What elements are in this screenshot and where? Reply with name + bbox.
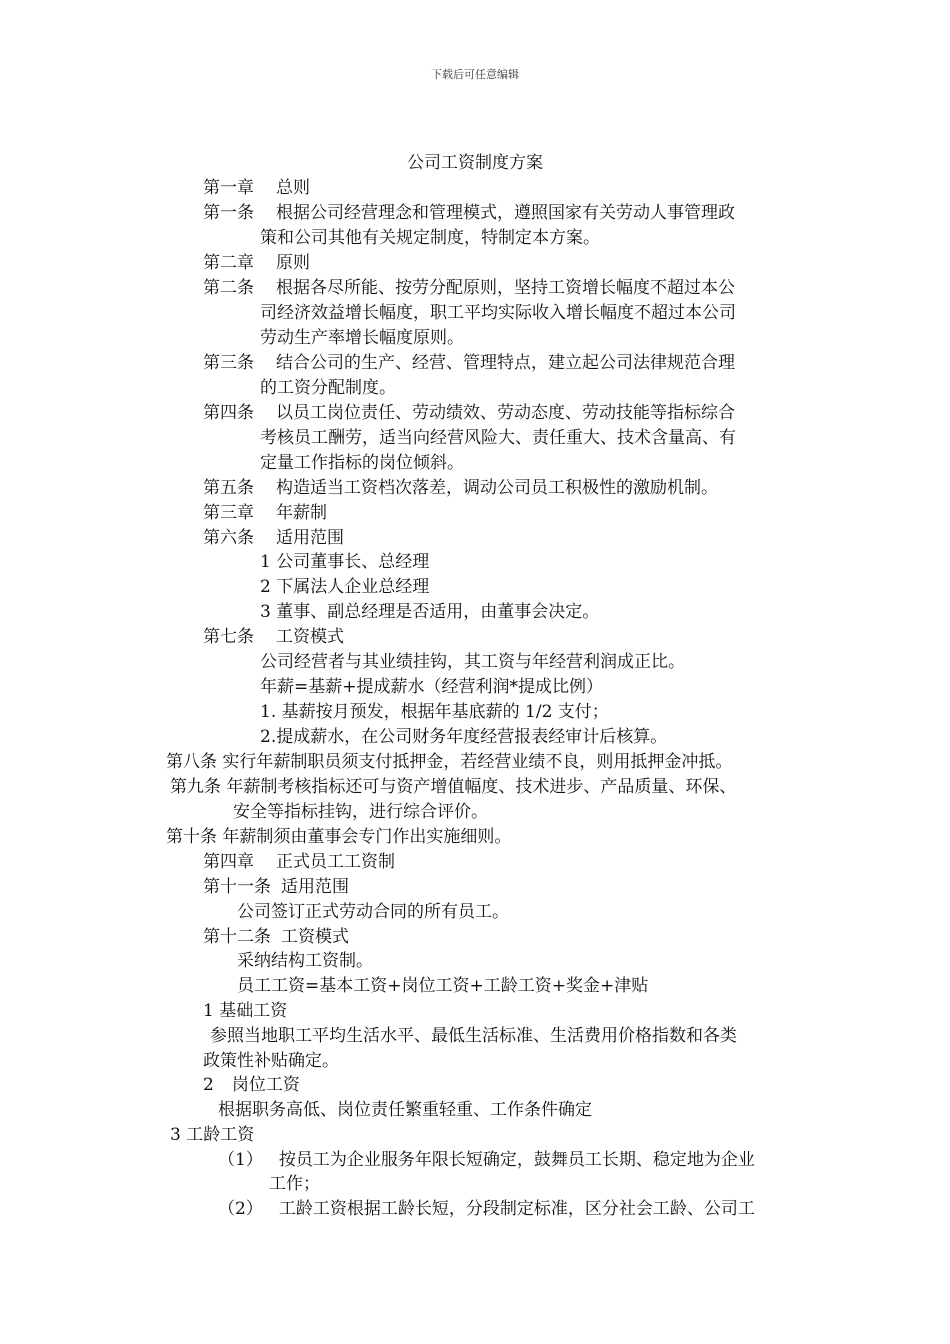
article-text: 结合公司的生产、经营、管理特点，建立起公司法律规范合理	[276, 353, 735, 373]
article-label: 第十一条	[203, 877, 271, 897]
page-header: 下载后可任意编辑	[431, 68, 519, 81]
article-text: 构造适当工资档次落差，调动公司员工积极性的激励机制。	[276, 478, 718, 498]
item-text: 工龄工资根据工龄长短，分段制定标准，区分社会工龄、公司工	[278, 1199, 755, 1219]
article-11-line: 公司签订正式劳动合同的所有员工。	[237, 902, 509, 922]
list-item: 3 董事、副总经理是否适用，由董事会决定。	[260, 602, 600, 622]
section-title: 岗位工资	[231, 1075, 300, 1095]
list-item: 2 下属法人企业总经理	[260, 577, 430, 597]
item-number: （1）	[218, 1150, 263, 1170]
section-1-text: 参照当地职工平均生活水平、最低生活标准、生活费用价格指数和各类	[210, 1026, 737, 1046]
section-3-item	[218, 1150, 755, 1170]
article-label: 第六条	[203, 528, 254, 548]
article-text: 根据公司经营理念和管理模式，遵照国家有关劳动人事管理政	[276, 203, 735, 223]
section-number: 2	[203, 1075, 214, 1095]
section-3-title: 3 工龄工资	[170, 1125, 255, 1145]
section-3-item	[218, 1199, 755, 1219]
article-11	[203, 877, 349, 897]
item-number: （2）	[218, 1199, 263, 1219]
chapter-3-heading	[203, 503, 327, 523]
article-6	[203, 528, 344, 548]
chapter-title: 正式员工工资制	[276, 852, 395, 872]
chapter-title: 年薪制	[276, 503, 327, 523]
article-4-cont: 定量工作指标的岗位倾斜。	[260, 453, 464, 473]
list-item: 1 公司董事长、总经理	[260, 552, 430, 572]
article-2-cont: 劳动生产率增长幅度原则。	[260, 328, 464, 348]
item-text: 按员工为企业服务年限长短确定，鼓舞员工长期、稳定地为企业	[278, 1150, 755, 1170]
article-12	[203, 927, 349, 947]
article-7-line: 公司经营者与其业绩挂钩，其工资与年经营利润成正比。	[260, 652, 685, 672]
article-1-cont: 策和公司其他有关规定制度，特制定本方案。	[260, 228, 600, 248]
article-2	[203, 278, 735, 298]
article-label: 第二条	[203, 278, 254, 298]
article-7-line: 年薪=基薪+提成薪水（经营利润*提成比例）	[260, 677, 603, 697]
article-9: 第九条 年薪制考核指标还可与资产增值幅度、技术进步、产品质量、环保、	[170, 777, 737, 797]
article-5	[203, 478, 718, 498]
article-label: 第三条	[203, 353, 254, 373]
section-1-text: 政策性补贴确定。	[203, 1051, 339, 1071]
chapter-4-heading	[203, 852, 395, 872]
section-2-text: 根据职务高低、岗位责任繁重轻重、工作条件确定	[218, 1100, 592, 1120]
chapter-label: 第一章	[203, 178, 254, 198]
article-text: 工资模式	[276, 627, 344, 647]
article-2-cont: 司经济效益增长幅度，职工平均实际收入增长幅度不超过本公司	[260, 303, 736, 323]
article-label: 第四条	[203, 403, 254, 423]
document-title: 公司工资制度方案	[407, 153, 543, 173]
article-7	[203, 627, 344, 647]
article-label: 第五条	[203, 478, 254, 498]
chapter-1-heading	[203, 178, 310, 198]
article-12-line: 员工工资=基本工资+岗位工资+工龄工资+奖金+津贴	[237, 976, 649, 996]
article-label: 第十二条	[203, 927, 271, 947]
article-3-cont: 的工资分配制度。	[260, 378, 396, 398]
article-10: 第十条 年薪制须由董事会专门作出实施细则。	[166, 827, 512, 847]
chapter-title: 总则	[276, 178, 310, 198]
article-label: 第七条	[203, 627, 254, 647]
chapter-label: 第三章	[203, 503, 254, 523]
article-text: 适用范围	[281, 877, 349, 897]
section-1-title: 1 基础工资	[203, 1001, 288, 1021]
section-3-item-cont: 工作；	[269, 1174, 320, 1194]
chapter-label: 第四章	[203, 852, 254, 872]
article-4	[203, 403, 735, 423]
article-7-line: 2.提成薪水，在公司财务年度经营报表经审计后核算。	[260, 727, 668, 747]
article-12-line: 采纳结构工资制。	[237, 951, 373, 971]
article-9-cont: 安全等指标挂钩，进行综合评价。	[233, 802, 488, 822]
article-4-cont: 考核员工酬劳，适当向经营风险大、责任重大、技术含量高、有	[260, 428, 736, 448]
article-8: 第八条 实行年薪制职员须支付抵押金，若经营业绩不良，则用抵押金冲抵。	[166, 752, 733, 772]
article-text: 工资模式	[281, 927, 349, 947]
chapter-title: 原则	[276, 253, 310, 273]
article-3	[203, 353, 735, 373]
article-text: 以员工岗位责任、劳动绩效、劳动态度、劳动技能等指标综合	[276, 403, 735, 423]
chapter-label: 第二章	[203, 253, 254, 273]
article-text: 适用范围	[276, 528, 344, 548]
article-7-line: 1. 基薪按月预发，根据年基底薪的 1/2 支付；	[260, 702, 609, 722]
article-1	[203, 203, 735, 223]
chapter-2-heading	[203, 253, 310, 273]
section-2-title	[203, 1075, 300, 1095]
article-text: 根据各尽所能、按劳分配原则，坚持工资增长幅度不超过本公	[276, 278, 735, 298]
article-label: 第一条	[203, 203, 254, 223]
